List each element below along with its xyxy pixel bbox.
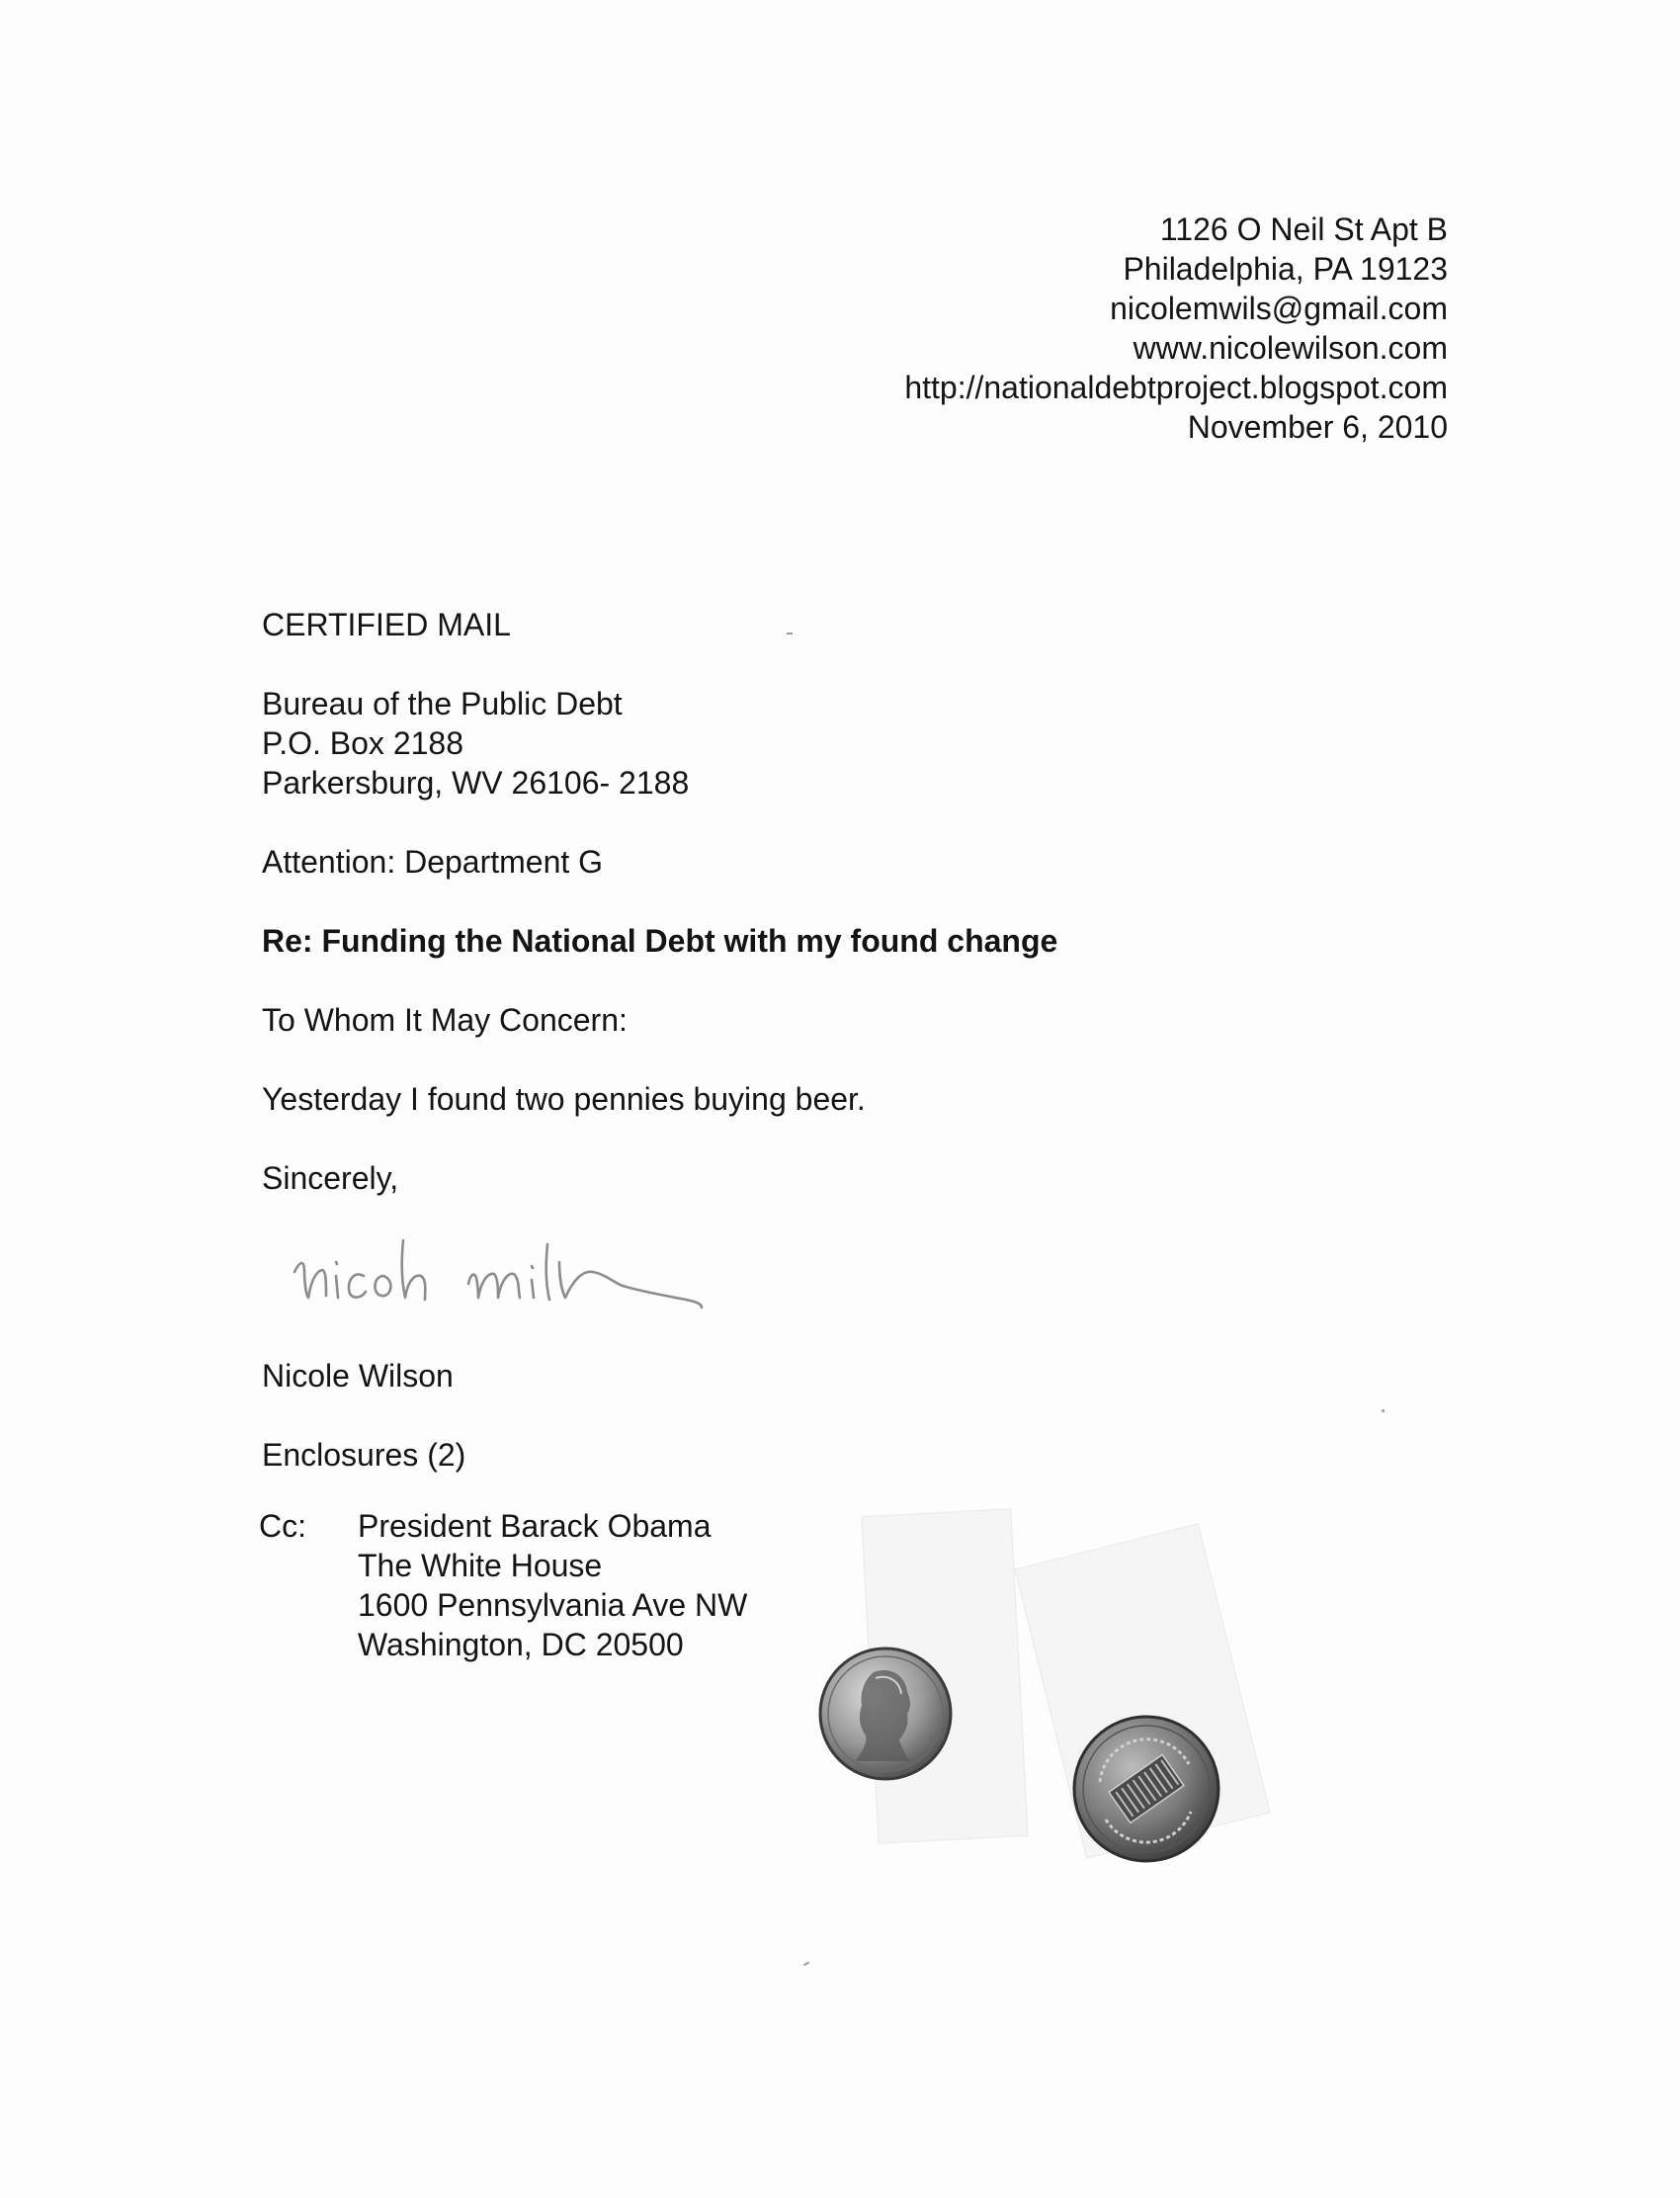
- subject-line: Re: Funding the National Debt with my found change: [262, 923, 1058, 959]
- sender-blog: http://nationaldebtproject.blogspot.com: [904, 370, 1448, 405]
- salutation: To Whom It May Concern:: [262, 1002, 628, 1038]
- cc-city: Washington, DC 20500: [358, 1627, 684, 1662]
- sender-city: Philadelphia, PA 19123: [1123, 251, 1448, 287]
- penny-reverse-image: [1070, 1713, 1222, 1865]
- scan-speck: [1382, 1409, 1385, 1412]
- cc-name: President Barack Obama: [358, 1508, 712, 1544]
- scan-speck: [803, 1962, 809, 1967]
- sender-website: www.nicolewilson.com: [1133, 330, 1448, 366]
- cc-street: 1600 Pennsylvania Ave NW: [358, 1587, 748, 1623]
- enclosures-line: Enclosures (2): [262, 1437, 466, 1473]
- letter-date: November 6, 2010: [1187, 409, 1448, 445]
- cc-org: The White House: [358, 1548, 603, 1583]
- body-text: Yesterday I found two pennies buying beer.: [262, 1081, 866, 1117]
- recipient-name: Bureau of the Public Debt: [262, 686, 623, 721]
- sender-address-block: [904, 210, 1448, 447]
- handwritten-signature: [287, 1201, 741, 1319]
- mail-type: CERTIFIED MAIL: [262, 607, 511, 642]
- recipient-po-box: P.O. Box 2188: [262, 725, 463, 761]
- closing: Sincerely,: [262, 1160, 399, 1196]
- cc-label: Cc:: [259, 1508, 306, 1544]
- cc-address-block: [358, 1506, 747, 1664]
- penny-obverse-image: [816, 1645, 955, 1783]
- sender-street: 1126 O Neil St Apt B: [1159, 211, 1448, 247]
- scan-speck: [787, 633, 793, 634]
- attention-line: Attention: Department G: [262, 844, 604, 880]
- signer-name: Nicole Wilson: [262, 1358, 454, 1394]
- recipient-city: Parkersburg, WV 26106- 2188: [262, 765, 690, 801]
- sender-email: nicolemwils@gmail.com: [1110, 291, 1448, 326]
